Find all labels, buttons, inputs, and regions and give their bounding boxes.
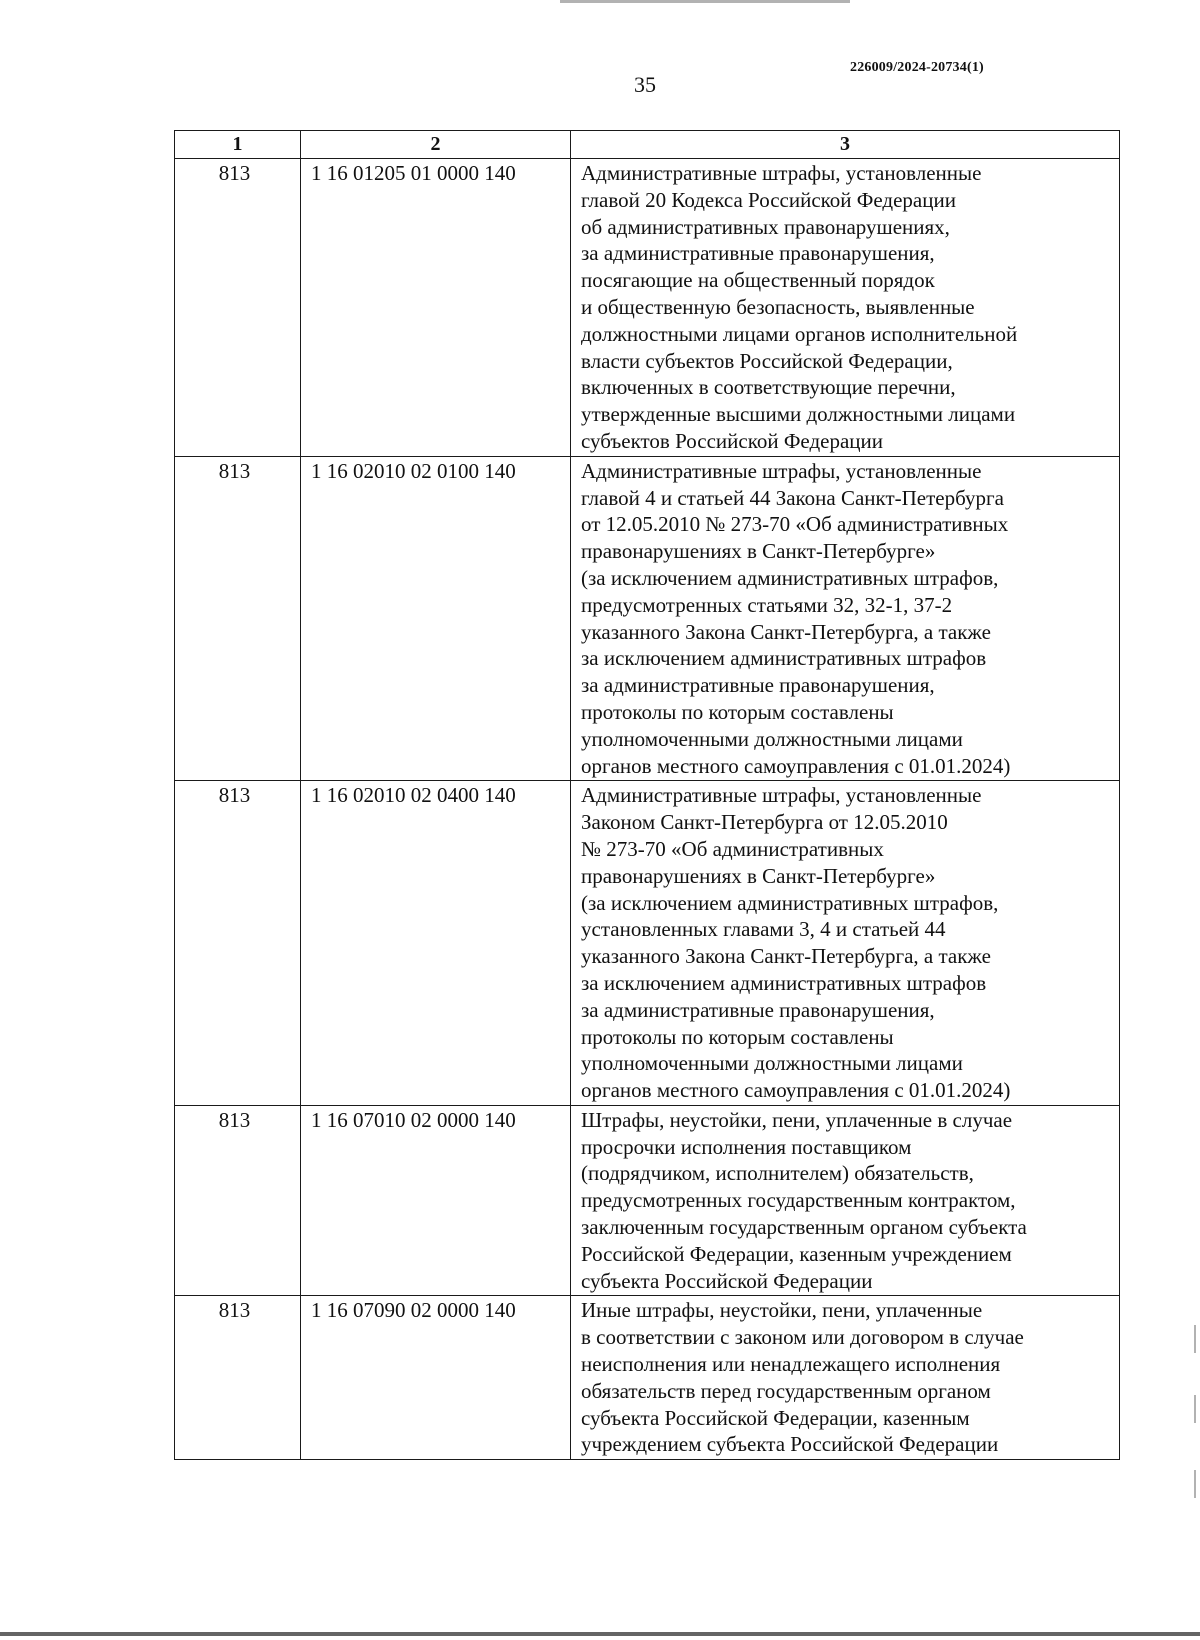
table-body bbox=[175, 159, 1120, 1460]
description-line: правонарушениях в Санкт-Петербурге» bbox=[581, 539, 936, 564]
column-header-2: 2 bbox=[301, 131, 571, 159]
revenue-description-cell bbox=[571, 1296, 1120, 1460]
description-line: уполномоченными должностными лицами bbox=[581, 1051, 963, 1076]
description-line: за административные правонарушения, bbox=[581, 997, 935, 1022]
description-line: должностными лицами органов исполнительной bbox=[581, 321, 1018, 346]
table-header bbox=[175, 131, 1120, 159]
scan-edge-mark bbox=[1194, 1325, 1196, 1353]
description-line: Штрафы, неустойки, пени, уплаченные в случае bbox=[581, 1107, 1013, 1132]
administrator-code-cell: 813 bbox=[175, 159, 301, 457]
description-line: Административные штрафы, установленные bbox=[581, 783, 982, 808]
document-reference-number: 226009/2024-20734(1) bbox=[850, 60, 984, 75]
description-line: указанного Закона Санкт-Петербурга, а также bbox=[581, 619, 991, 644]
scan-bottom-edge bbox=[0, 1632, 1200, 1636]
budget-classification-code-cell: 1 16 07090 02 0000 140 bbox=[301, 1296, 571, 1460]
administrator-code-cell: 813 bbox=[175, 1105, 301, 1296]
description-line: главой 20 Кодекса Российской Федерации bbox=[581, 187, 956, 212]
description-line: посягающие на общественный порядок bbox=[581, 268, 935, 293]
description-line: № 273-70 «Об административных bbox=[581, 836, 884, 861]
description-line: органов местного самоуправления с 01.01.2024) bbox=[581, 753, 1011, 778]
description-line: органов местного самоуправления с 01.01.2024) bbox=[581, 1078, 1011, 1103]
description-line: (за исключением административных штрафов, bbox=[581, 890, 999, 915]
revenue-description-cell bbox=[571, 456, 1120, 781]
budget-classification-code-cell: 1 16 07010 02 0000 140 bbox=[301, 1105, 571, 1296]
description-line: уполномоченными должностными лицами bbox=[581, 726, 963, 751]
table-row bbox=[175, 781, 1120, 1106]
description-line: обязательств перед государственным органом bbox=[581, 1378, 991, 1403]
description-line: Законом Санкт-Петербурга от 12.05.2010 bbox=[581, 810, 948, 835]
administrator-code-cell: 813 bbox=[175, 456, 301, 781]
revenue-description-cell bbox=[571, 1105, 1120, 1296]
description-line: Российской Федерации, казенным учреждением bbox=[581, 1241, 1012, 1266]
description-line: протоколы по которым составлены bbox=[581, 1024, 894, 1049]
description-line: учреждением субъекта Российской Федерации bbox=[581, 1432, 999, 1457]
description-line: от 12.05.2010 № 273-70 «Об административных bbox=[581, 512, 1009, 537]
description-line: утвержденные высшими должностными лицами bbox=[581, 402, 1016, 427]
table-row bbox=[175, 159, 1120, 457]
description-line: (за исключением административных штрафов, bbox=[581, 565, 999, 590]
description-line: просрочки исполнения поставщиком bbox=[581, 1134, 912, 1159]
administrator-code-cell: 813 bbox=[175, 781, 301, 1106]
description-line: Административные штрафы, установленные bbox=[581, 161, 982, 185]
description-line: установленных главами 3, 4 и статьей 44 bbox=[581, 917, 946, 942]
description-line: за административные правонарушения, bbox=[581, 241, 935, 266]
description-line: неисполнения или ненадлежащего исполнения bbox=[581, 1352, 1001, 1377]
scan-edge-mark bbox=[1194, 1470, 1196, 1498]
revenue-description-cell bbox=[571, 781, 1120, 1106]
description-line: правонарушениях в Санкт-Петербурге» bbox=[581, 863, 936, 888]
description-line: предусмотренных государственным контрактом, bbox=[581, 1188, 1016, 1213]
scan-edge-mark bbox=[560, 0, 850, 3]
table-row bbox=[175, 1296, 1120, 1460]
budget-classification-code-cell: 1 16 02010 02 0100 140 bbox=[301, 456, 571, 781]
table-row bbox=[175, 456, 1120, 781]
column-header-3: 3 bbox=[571, 131, 1120, 159]
description-line: протоколы по которым составлены bbox=[581, 699, 894, 724]
description-line: в соответствии с законом или договором в случае bbox=[581, 1325, 1024, 1350]
administrator-code-cell: 813 bbox=[175, 1296, 301, 1460]
description-line: Административные штрафы, установленные bbox=[581, 458, 982, 483]
budget-classification-code-cell: 1 16 02010 02 0400 140 bbox=[301, 781, 571, 1106]
description-line: за исключением административных штрафов bbox=[581, 970, 987, 995]
table-header-row bbox=[175, 131, 1120, 159]
description-line: субъекта Российской Федерации bbox=[581, 1268, 873, 1293]
description-line: за административные правонарушения, bbox=[581, 673, 935, 698]
description-line: указанного Закона Санкт-Петербурга, а также bbox=[581, 944, 991, 969]
description-line: об административных правонарушениях, bbox=[581, 214, 950, 239]
table-row bbox=[175, 1105, 1120, 1296]
description-line: (подрядчиком, исполнителем) обязательств, bbox=[581, 1161, 974, 1186]
description-line: субъектов Российской Федерации bbox=[581, 428, 884, 453]
description-line: за исключением административных штрафов bbox=[581, 646, 987, 671]
description-line: главой 4 и статьей 44 Закона Санкт-Петербурга bbox=[581, 485, 1004, 510]
revenue-description-cell bbox=[571, 159, 1120, 457]
budget-classification-code-cell: 1 16 01205 01 0000 140 bbox=[301, 159, 571, 457]
column-header-1: 1 bbox=[175, 131, 301, 159]
page-number: 35 bbox=[634, 72, 656, 97]
description-line: и общественную безопасность, выявленные bbox=[581, 294, 975, 319]
description-line: субъекта Российской Федерации, казенным bbox=[581, 1405, 970, 1430]
description-line: заключенным государственным органом субъекта bbox=[581, 1215, 1027, 1240]
description-line: власти субъектов Российской Федерации, bbox=[581, 348, 953, 373]
description-line: включенных в соответствующие перечни, bbox=[581, 375, 956, 400]
scan-edge-mark bbox=[1194, 1395, 1196, 1423]
description-line: предусмотренных статьями 32, 32-1, 37-2 bbox=[581, 592, 953, 617]
budget-codes-table bbox=[174, 130, 1120, 1460]
description-line: Иные штрафы, неустойки, пени, уплаченные bbox=[581, 1298, 983, 1323]
